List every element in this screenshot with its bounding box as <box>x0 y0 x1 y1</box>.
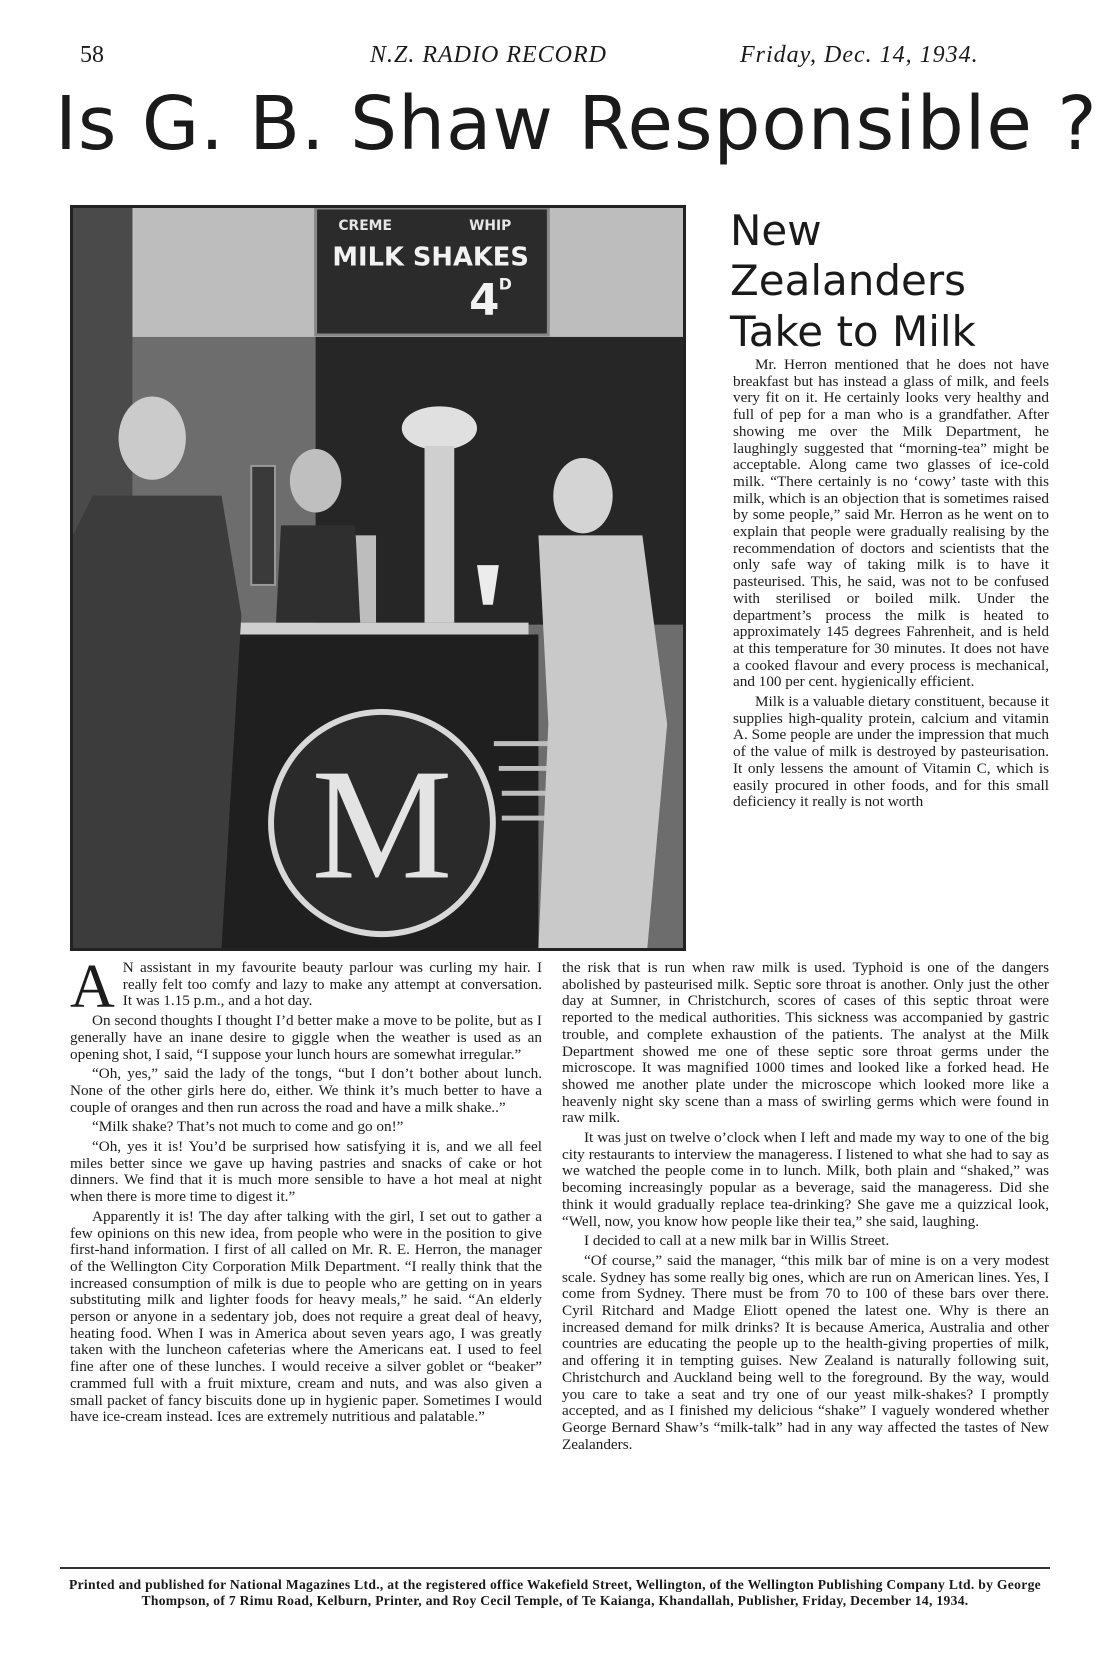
paragraph: “Oh, yes it is! You’d be surprised how satisfying it is, and we all feel miles better since we gave up having pastries and snacks of cake or hot dinners. We find that it is much more sensible to have a hot meal at night when there is more time to digest it.” <box>70 1138 542 1206</box>
issue-date: Friday, Dec. 14, 1934. <box>740 42 979 68</box>
article-right-top <box>733 357 1049 814</box>
woman-body <box>538 535 667 948</box>
subhead: New Zealanders Take to Milk <box>730 206 976 356</box>
footer-rule <box>60 1567 1050 1569</box>
article-right-bottom <box>562 960 1049 1456</box>
paragraph: “Milk shake? That’s not much to come and go on!” <box>92 1118 404 1136</box>
counter-top <box>231 623 528 635</box>
paragraph: Mr. Herron mentioned that he does not have breakfast but has instead a glass of milk, and feels very fit on it. He certainly looks very healthy and full of pep for a man who is a grandfather. After showing me over the Milk Department, he laughingly suggested that “morning-tea” might be acceptable. Along came two glasses of ice-cold milk. “There certainly is no ‘cowy’ taste with this milk, which is an objection that is sometimes raised by some people,” said Mr. Herron as he went on to explain that people were gradually realising by the recommendation of doctors and scientists that the only safe way of taking milk is to have it pasteurised. This, he said, was not to be confused with sterilised or boiled milk. Under the department’s process the milk is heated to approximately 145 degrees Fahrenheit, and is held at this temperature for 30 minutes. It does not have a cooked flavour and every process is mechanical, and 100 per cent. hygienically efficient. <box>733 356 1049 691</box>
sign-price: 4 <box>469 276 500 327</box>
paragraph: Milk is a valuable dietary constituent, because it supplies high-quality protein, calcium and vitamin A. Some people are under the impression that much of the value of milk is destroyed by pasteurisation. It only lessens the amount of Vitamin C, which is easily procured in other foods, and for this small deficiency it really is not worth <box>733 693 1049 811</box>
shake-machine-left <box>251 466 275 585</box>
man-left-head <box>119 396 186 479</box>
sign-creme: CREME <box>338 217 392 234</box>
article-left-column <box>70 953 542 1429</box>
man-middle-head <box>290 449 341 512</box>
masthead: N.Z. RADIO RECORD <box>370 42 607 68</box>
paragraph: Apparently it is! The day after talking with the girl, I set out to gather a few opinions on this new idea, from people who were in the position to give first-hand information. I first of all called on Mr. R. E. Herron, the manager of the Wellington City Corporation Milk Department. “I really think that the increased consumption of milk is due to people who are getting on in years substituting milk and lighter foods for heavy meals,” he said. “An elderly person or anyone in a sedentary job, does not require a great deal of heavy, heating food. When I was in America about seven years ago, I was greatly taken with the luncheon cafeterias where the Americans eat. I used to feel fine after one of these lunches. I would receive a silver goblet or “beaker” crammed full with a fruit mixture, cream and nuts, and was also given a small packet of fancy biscuits done up in hygienic paper. Sometimes I would have ice-cream instead. Ices are extremely nutritious and palatable.” <box>70 1207 542 1426</box>
paragraph: It was just on twelve o’clock when I left and made my way to one of the big city restaurants to interview the manageress. I listened to what she had to say as we watched the people come in to lunch. Milk, both plain and “shaked,” was becoming increasingly popular as a beverage, said the manageress. Did she think it would gradually replace tea-drinking? She gave me a quizzical look, “Well, now, you know how people like their tea,” she said, laughing. <box>562 1129 1049 1230</box>
paragraph: I decided to call at a new milk bar in Willis Street. <box>584 1232 890 1250</box>
shake-machine-center-bowl <box>402 406 477 450</box>
monogram-letter: M <box>311 737 453 913</box>
sign-price-unit: D <box>498 274 512 294</box>
paragraph: “Oh, yes,” said the lady of the tongs, “but I don’t bother about lunch. None of the other girls here do, either. We think it’s much better to have a couple of oranges and then run across the road and have a milk shake..” <box>70 1065 542 1116</box>
page-number: 58 <box>80 42 104 68</box>
shake-machine-center <box>425 446 455 623</box>
drop-cap: A <box>70 953 115 1021</box>
sign-milk-shakes: MILK SHAKES <box>332 242 529 273</box>
woman-head <box>553 458 612 533</box>
paragraph: “Of course,” said the manager, “this milk bar of mine is on a very modest scale. Sydney has some really big ones, which are run on American lines. Yes, I come from Sydney. There must be from 70 to 100 of these bars over there. Cyril Ritchard and Madge Eliott opened the latest one. Why is there an increased demand for milk drinks? It is because America, Australia and other countries are educating the people up to the health-giving properties of milk, and offering it in tempting guises. New Zealand is naturally following suit, Christchurch and Auckland being well to the foreground. By the way, would you care to take a seat and try one of our yeast milk-shakes? I promptly accepted, and as I finished my delicious “shake” I vaguely wondered whether George Bernard Shaw’s “milk-talk” had in any way affected the tastes of New Zealanders. <box>562 1251 1049 1453</box>
paragraph: On second thoughts I thought I’d better make a move to be polite, but as I generally have an inane desire to giggle when the weather is used as an opening shot, I said, “I suppose your lunch hours are somewhat irregular.” <box>70 1012 542 1063</box>
opening-paragraph <box>70 953 542 1021</box>
milk-bar-photo <box>70 205 686 951</box>
man-left-body <box>73 496 241 948</box>
headline: Is G. B. Shaw Responsible ? <box>55 81 1098 167</box>
imprint: Printed and published for National Magazines Ltd., at the registered office Wakefield Street, Wellington, of the Wellington Publishing Company Ltd. by George Thompson, of 7 Rimu Road, Kelburn, Printer, and Roy Cecil Temple, of Te Kaianga, Khandallah, Publisher, Friday, December 14, 1934. <box>68 1577 1041 1608</box>
milk-bar-photo-illustration <box>73 208 683 948</box>
man-middle-body <box>276 525 360 622</box>
paragraph: the risk that is run when raw milk is used. Typhoid is one of the dangers abolished by pasteurised milk. Septic sore throat is another. Only just the other day at Sumner, in Christchurch, scores of cases of this septic throat were reported to the medical authorities. This sickness was accompanied by gastric trouble, and complete exhaustion of the patients. The analyst at the Milk Department showed me one of these septic sore throat germs under the microscope. It was magnified 1000 times and looked like a forked head. He showed me another plate under the microscope which looked more like a heavenly night sky scene than a mass of swirling germs which were found in raw milk. <box>562 959 1049 1127</box>
sign-whip: WHIP <box>469 217 512 234</box>
opening-text: N assistant in my favourite beauty parlour was curling my hair. I really felt too comfy and lazy to make any attempt at conversation. It was 1.15 p.m., and a hot day. <box>122 959 542 1010</box>
